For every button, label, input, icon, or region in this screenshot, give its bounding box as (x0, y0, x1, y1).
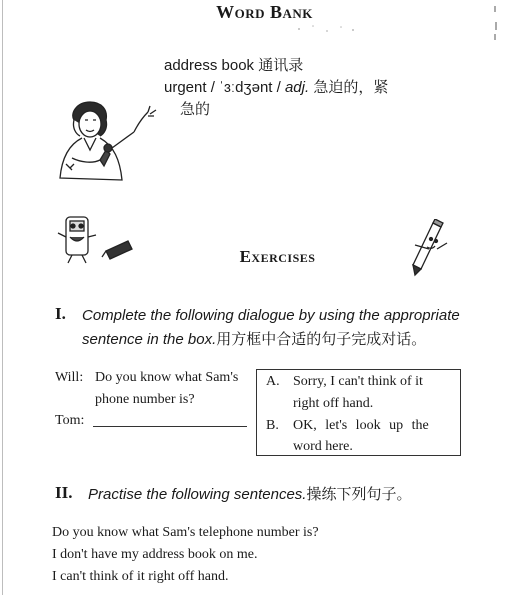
part-two-numeral: II. (55, 483, 73, 502)
instruction-chinese: 用方框中合适的句子完成对话。 (216, 331, 427, 348)
speaker-will-label: Will: (55, 370, 84, 385)
option-a-line: right off hand. (293, 396, 374, 411)
vocab-pos: adj. (284, 79, 310, 96)
option-a-label: A. (266, 374, 280, 389)
vocab-phonetic: / ˈɜːdʒənt / (210, 79, 281, 96)
instruction-english: sentence in the box. (82, 331, 217, 348)
exercises-title: Exercises (239, 247, 316, 266)
vocab-gloss-continued: 急的 (180, 101, 211, 118)
part-one-instruction-line2 (82, 328, 426, 352)
option-a-line: Sorry, I can't think of it (293, 374, 423, 389)
vocab-word: urgent (164, 79, 207, 96)
tom-answer-blank[interactable] (93, 426, 247, 427)
instruction-chinese: 操练下列句子。 (306, 486, 412, 503)
pencil-cartoon-icon (405, 219, 451, 277)
option-b-label: B. (266, 418, 279, 433)
practice-sentence: Do you know what Sam's telephone number is? (52, 525, 319, 540)
woman-with-microphone-illustration (52, 98, 167, 196)
option-b-line: word here. (293, 439, 353, 454)
will-line: Do you know what Sam's (95, 370, 239, 385)
vocab-gloss: 通讯录 (258, 57, 304, 74)
part-one-instruction-line1: Complete the following dialogue by using the appropriate (82, 307, 460, 324)
paper-speckle-decoration (293, 20, 363, 38)
practice-sentence: I can't think of it right off hand. (52, 569, 229, 584)
vocab-gloss: 急迫的，紧 (313, 79, 389, 96)
vocab-entry-urgent (164, 77, 388, 99)
vocab-entry-address-book (164, 55, 303, 77)
part-two-instruction (88, 483, 411, 507)
paper-speckle-decoration (486, 4, 506, 44)
vocab-word: address book (164, 57, 255, 74)
page-edge-rule (2, 0, 3, 595)
will-line: phone number is? (95, 392, 195, 407)
word-bank-title: Word Bank (216, 2, 313, 22)
speaker-tom-label: Tom: (55, 413, 85, 428)
practice-sentence: I don't have my address book on me. (52, 547, 258, 562)
part-one-numeral: I. (55, 304, 66, 323)
option-b-line: OK, let's look up the (293, 418, 429, 433)
instruction-english: Practise the following sentences. (88, 486, 307, 503)
